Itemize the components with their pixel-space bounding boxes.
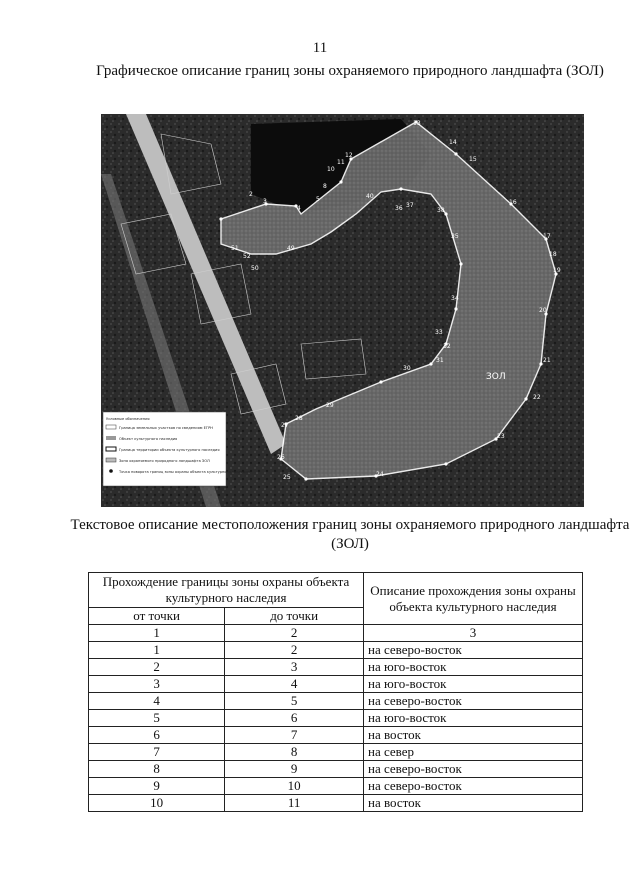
legend-item-1: Граница земельных участков по сведениям ЕГРН bbox=[119, 426, 213, 430]
table-row bbox=[89, 693, 583, 710]
cell-from: 8 bbox=[89, 761, 225, 778]
table-row bbox=[89, 642, 583, 659]
cell-to: 2 bbox=[225, 642, 364, 659]
map-image bbox=[101, 114, 584, 507]
cell-from: 9 bbox=[89, 778, 225, 795]
cell-from: 10 bbox=[89, 795, 225, 812]
label-point-31: 31 bbox=[436, 357, 444, 364]
column-number: 2 bbox=[225, 625, 364, 642]
section-subtitle: Текстовое описание местоположения границ зоны охраняемого природного ландшафта (ЗОЛ) bbox=[70, 517, 630, 552]
header-group: Прохождение границы зоны охраны объекта культурного наследия bbox=[89, 573, 364, 608]
label-point-34: 34 bbox=[451, 295, 459, 302]
zol-label: ЗОЛ bbox=[486, 372, 506, 382]
cell-to: 3 bbox=[225, 659, 364, 676]
label-point-4: 4 bbox=[297, 205, 301, 212]
table-row bbox=[89, 676, 583, 693]
legend-title: Условные обозначения bbox=[106, 417, 150, 421]
legend-item-2: Объект культурного наследия bbox=[119, 437, 178, 441]
column-number: 1 bbox=[89, 625, 225, 642]
header-desc: Описание прохождения зоны охраны объекта культурного наследия bbox=[364, 573, 583, 625]
table-row bbox=[89, 761, 583, 778]
column-number-row bbox=[89, 625, 583, 642]
cell-to: 6 bbox=[225, 710, 364, 727]
label-point-25: 25 bbox=[283, 474, 291, 481]
cell-desc: на восток bbox=[364, 795, 583, 812]
legend-item-4: Зона охраняемого природного ландшафта ЗОЛ bbox=[119, 459, 210, 463]
label-point-12: 12 bbox=[345, 152, 353, 159]
label-point-5: 5 bbox=[316, 196, 320, 203]
label-point-50: 50 bbox=[251, 265, 259, 272]
cell-from: 3 bbox=[89, 676, 225, 693]
table-row bbox=[89, 727, 583, 744]
boundary-map bbox=[101, 114, 584, 507]
page-title: Графическое описание границ зоны охраняемого природного ландшафта (ЗОЛ) bbox=[96, 63, 604, 79]
cell-to: 11 bbox=[225, 795, 364, 812]
label-point-8: 8 bbox=[323, 183, 327, 190]
label-point-26: 26 bbox=[277, 454, 285, 461]
cell-desc: на северо-восток bbox=[364, 693, 583, 710]
cell-desc: на северо-восток bbox=[364, 642, 583, 659]
cell-desc: на северо-восток bbox=[364, 778, 583, 795]
label-point-28: 28 bbox=[295, 415, 303, 422]
label-point-24: 24 bbox=[376, 471, 384, 478]
cell-to: 4 bbox=[225, 676, 364, 693]
label-point-15: 15 bbox=[469, 156, 477, 163]
cell-desc: на север bbox=[364, 744, 583, 761]
cell-from: 6 bbox=[89, 727, 225, 744]
label-point-29: 29 bbox=[326, 402, 334, 409]
cell-desc: на восток bbox=[364, 727, 583, 744]
label-point-20: 20 bbox=[539, 307, 547, 314]
header-to: до точки bbox=[225, 608, 364, 625]
cell-to: 7 bbox=[225, 727, 364, 744]
table-row bbox=[89, 778, 583, 795]
cell-from: 4 bbox=[89, 693, 225, 710]
cell-desc: на юго-восток bbox=[364, 659, 583, 676]
label-point-33: 33 bbox=[435, 329, 443, 336]
cell-desc: на северо-восток bbox=[364, 761, 583, 778]
cell-desc: на юго-восток bbox=[364, 710, 583, 727]
table-row bbox=[89, 795, 583, 812]
label-point-35: 35 bbox=[451, 233, 459, 240]
label-point-52: 52 bbox=[243, 253, 251, 260]
label-point-30: 30 bbox=[403, 365, 411, 372]
cell-from: 2 bbox=[89, 659, 225, 676]
label-point-23: 23 bbox=[497, 433, 505, 440]
legend-item-5: Точка поворота границ зоны охраны объекта культурного наследия bbox=[119, 470, 250, 474]
header-from: от точки bbox=[89, 608, 225, 625]
label-point-16: 16 bbox=[509, 199, 517, 206]
table-row bbox=[89, 710, 583, 727]
table-header-row bbox=[89, 573, 583, 608]
label-point-27: 27 bbox=[281, 422, 289, 429]
label-point-37: 37 bbox=[406, 202, 414, 209]
label-point-32: 32 bbox=[443, 343, 451, 350]
table-row bbox=[89, 744, 583, 761]
label-point-19: 19 bbox=[553, 267, 561, 274]
label-point-2: 2 bbox=[249, 191, 253, 198]
cell-to: 10 bbox=[225, 778, 364, 795]
label-point-49: 49 bbox=[287, 245, 295, 252]
cell-to: 5 bbox=[225, 693, 364, 710]
column-number: 3 bbox=[364, 625, 583, 642]
cell-from: 1 bbox=[89, 642, 225, 659]
label-point-18: 18 bbox=[549, 251, 557, 258]
label-point-40: 40 bbox=[366, 193, 374, 200]
label-point-21: 21 bbox=[543, 357, 551, 364]
label-point-13: 13 bbox=[413, 120, 421, 127]
label-point-14: 14 bbox=[449, 139, 457, 146]
cell-desc: на юго-восток bbox=[364, 676, 583, 693]
page-number: 11 bbox=[312, 40, 328, 56]
label-point-11: 11 bbox=[337, 159, 345, 166]
boundary-table bbox=[88, 572, 583, 812]
label-point-36: 36 bbox=[395, 205, 403, 212]
label-point-10: 10 bbox=[327, 166, 335, 173]
cell-to: 9 bbox=[225, 761, 364, 778]
table-row bbox=[89, 659, 583, 676]
cell-to: 8 bbox=[225, 744, 364, 761]
cell-from: 7 bbox=[89, 744, 225, 761]
cell-from: 5 bbox=[89, 710, 225, 727]
label-point-22: 22 bbox=[533, 394, 541, 401]
label-point-51: 51 bbox=[231, 245, 239, 252]
label-point-38: 38 bbox=[437, 207, 445, 214]
label-point-3: 3 bbox=[263, 198, 267, 205]
legend-item-3: Граница территории объекта культурного наследия bbox=[119, 448, 220, 452]
label-point-17: 17 bbox=[543, 233, 551, 240]
